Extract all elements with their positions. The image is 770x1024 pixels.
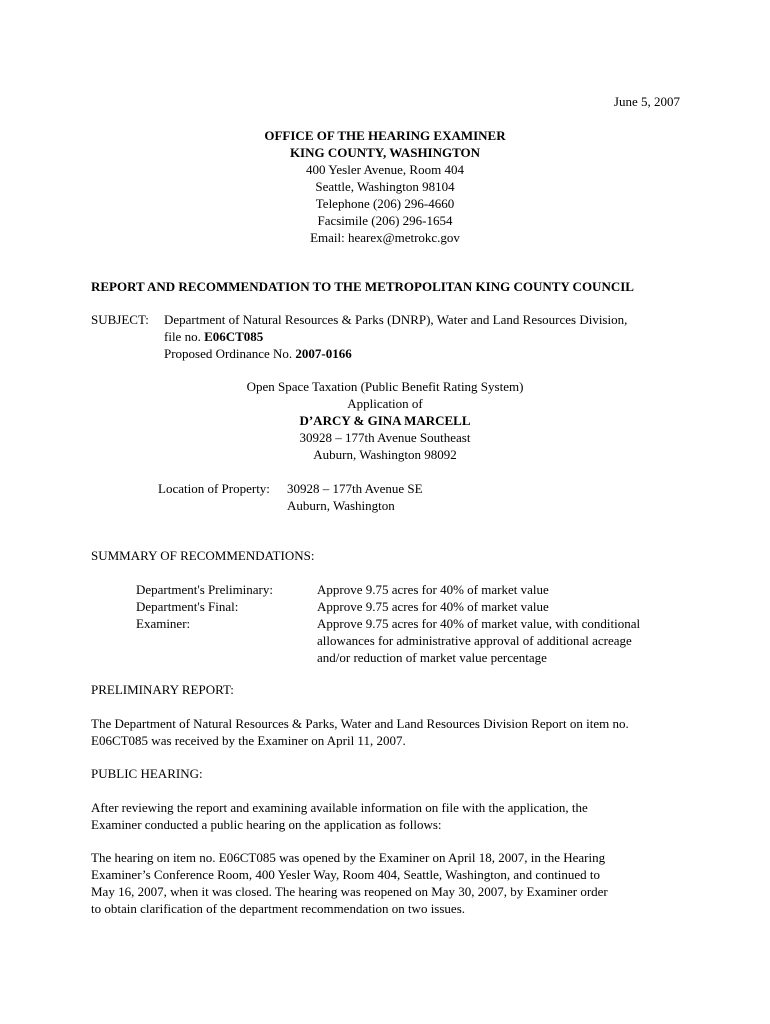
paragraph-line: Examiner conducted a public hearing on the application as follows: [91,817,442,832]
applicant-city: Auburn, Washington 98092 [313,447,457,462]
file-prefix: file no. [164,329,205,344]
application-type: Open Space Taxation (Public Benefit Rating System) [246,379,524,394]
summary-value-line: allowances for administrative approval of additional acreage [317,633,632,648]
summary-row [136,615,676,666]
subject-label: SUBJECT: [91,312,149,327]
summary-row [136,598,676,615]
summary-row-label: Department's Preliminary: [136,582,274,597]
paragraph-line: After reviewing the report and examining available information on file with the application, the [91,800,588,815]
applicant-names: D’ARCY & GINA MARCELL [299,413,471,428]
hearing-paragraph-1 [91,799,681,833]
paragraph-line: The Department of Natural Resources & Parks, Water and Land Resources Division Report on item no. [91,716,629,731]
preliminary-paragraph [91,715,681,749]
ordinance-prefix: Proposed Ordinance No. [164,346,296,361]
office-city: Seattle, Washington 98104 [315,179,455,194]
office-facsimile: Facsimile (206) 296-1654 [317,213,453,228]
summary-row-value: Approve 9.75 acres for 40% of market value [317,582,549,597]
document-date: June 5, 2007 [613,94,680,109]
summary-value-line: Approve 9.75 acres for 40% of market value, with conditional [317,616,641,631]
summary-row-label: Department's Final: [136,599,239,614]
paragraph-line: E06CT085 was received by the Examiner on April 11, 2007. [91,733,406,748]
summary-row [136,581,676,598]
location-city: Auburn, Washington [287,498,395,513]
office-email: Email: hearex@metrokc.gov [310,230,460,245]
applicant-address: 30928 – 177th Avenue Southeast [299,430,471,445]
application-of: Application of [347,396,423,411]
ordinance-number: 2007-0166 [295,346,352,361]
location-label: Location of Property: [158,481,270,496]
subject-line: Department of Natural Resources & Parks (DNRP), Water and Land Resources Division, [164,312,628,327]
summary-heading: SUMMARY OF RECOMMENDATIONS: [91,548,315,563]
location-address: 30928 – 177th Avenue SE [287,481,423,496]
summary-table [136,581,676,666]
hearing-paragraph-2 [91,849,681,917]
summary-row-value: Approve 9.75 acres for 40% of market value [317,599,549,614]
paragraph-line: to obtain clarification of the department recommendation on two issues. [91,901,466,916]
paragraph-line: Examiner’s Conference Room, 400 Yesler Way, Room 404, Seattle, Washington, and continued to [91,867,601,882]
subject-ordinance-line [164,345,694,362]
summary-row-label: Examiner: [136,616,191,631]
preliminary-heading: PRELIMINARY REPORT: [91,682,234,697]
report-title: REPORT AND RECOMMENDATION TO THE METROPOLITAN KING COUNTY COUNCIL [91,279,634,294]
paragraph-line: May 16, 2007, when it was closed. The hearing was reopened on May 30, 2007, by Examiner order [91,884,608,899]
office-name: OFFICE OF THE HEARING EXAMINER [264,128,506,143]
summary-value-line: and/or reduction of market value percentage [317,650,547,665]
public-hearing-heading: PUBLIC HEARING: [91,766,203,781]
paragraph-line: The hearing on item no. E06CT085 was opened by the Examiner on April 18, 2007, in the Hearing [91,850,606,865]
file-number: E06CT085 [204,329,264,344]
office-telephone: Telephone (206) 296-4660 [315,196,455,211]
office-header [0,127,770,246]
subject-file-line [164,328,694,345]
summary-row-value [317,615,677,666]
application-block [0,378,770,463]
office-county: KING COUNTY, WASHINGTON [289,145,481,160]
office-address: 400 Yesler Avenue, Room 404 [306,162,464,177]
